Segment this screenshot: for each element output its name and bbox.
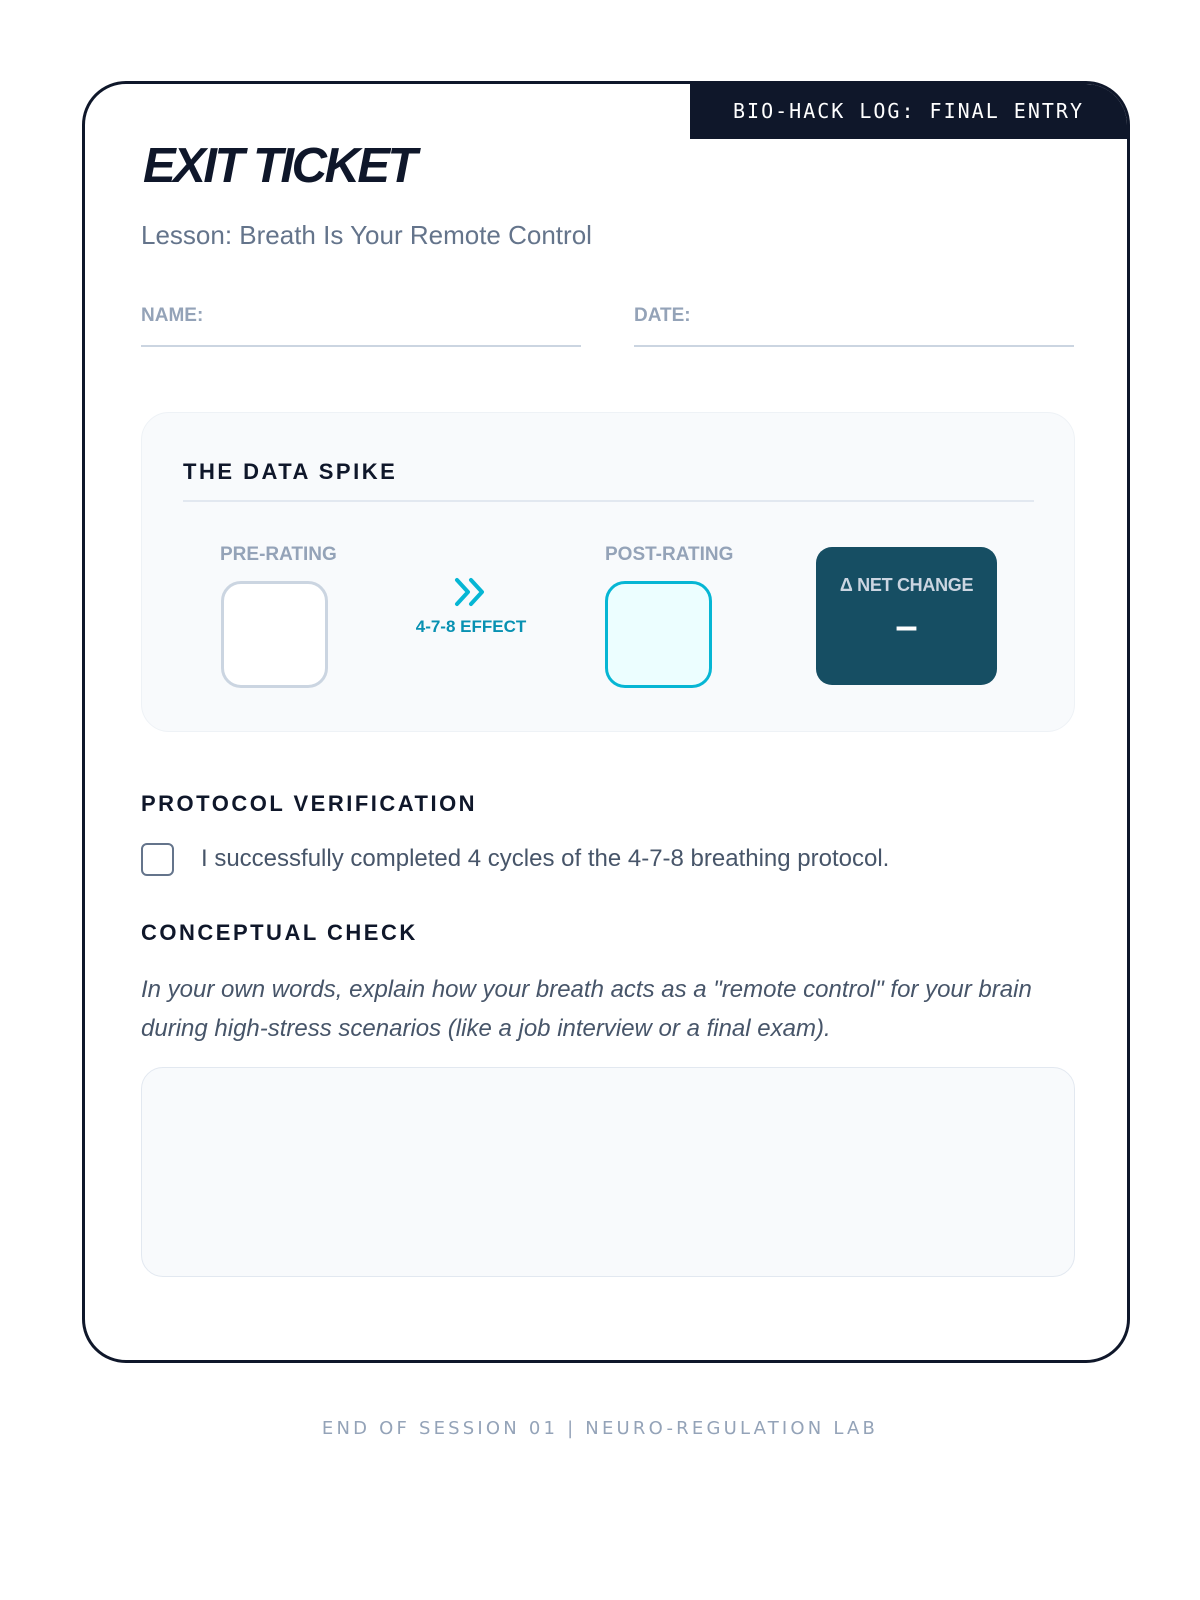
protocol-checkbox-label: I successfully completed 4 cycles of the 4-7-8 breathing protocol. [201,845,890,872]
conceptual-prompt: In your own words, explain how your breath acts as a "remote control" for your brain during high-stress scenarios (like a job interview or a final exam). [141,976,1032,1042]
conceptual-answer-input[interactable] [141,1067,1075,1277]
pre-rating-label: PRE-RATING [220,544,337,565]
conceptual-check-title: CONCEPTUAL CHECK [141,920,418,945]
net-change-label: Δ NET CHANGE [839,575,974,595]
post-rating-box[interactable] [605,581,712,688]
name-field[interactable] [141,306,581,347]
effect-indicator [396,577,546,637]
exit-ticket-card [82,81,1130,1363]
post-rating-label: POST-RATING [605,544,734,565]
date-label: DATE: [634,305,691,326]
net-change-panel [816,547,997,685]
protocol-checkbox[interactable] [141,843,174,876]
date-field[interactable] [634,306,1074,347]
footer: END OF SESSION 01 | NEURO-REGULATION LAB [321,1418,879,1439]
name-label: NAME: [141,305,204,326]
net-change-value: – [895,604,918,648]
double-chevron-right-icon [396,577,546,607]
effect-label: 4-7-8 EFFECT [415,617,527,636]
data-spike-panel [141,412,1075,732]
data-spike-title: THE DATA SPIKE [183,459,1034,502]
protocol-verification-title: PROTOCOL VERIFICATION [141,791,478,816]
log-tag: BIO-HACK LOG: FINAL ENTRY [690,84,1127,139]
pre-rating-box[interactable] [221,581,328,688]
page-title: EXIT TICKET [143,139,415,193]
lesson-subtitle: Lesson: Breath Is Your Remote Control [141,220,592,250]
